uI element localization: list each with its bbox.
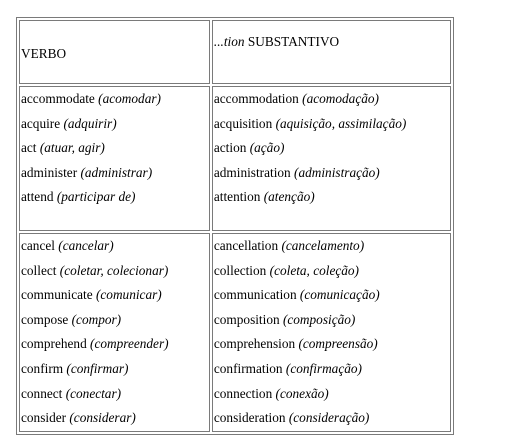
header-verb-cell — [19, 20, 210, 84]
verb-word: cancel — [21, 238, 55, 253]
verb-translation: (comunicar) — [95, 287, 162, 303]
verb-word: collect — [21, 262, 57, 278]
header-noun-rest: SUBSTANTIVO — [244, 34, 340, 49]
noun-translation: (confirmação) — [285, 360, 362, 376]
verb-translation: (adquirir) — [63, 115, 117, 131]
verb-translation: (atuar, agir) — [39, 140, 105, 156]
verb-word: acquire — [21, 115, 61, 131]
verb-translation: (administrar) — [80, 164, 153, 180]
verb-translation: (acomodar) — [98, 91, 161, 106]
noun-group-cell — [212, 233, 451, 432]
noun-word: confirmation — [213, 360, 283, 376]
noun-translation: (comunicação) — [299, 287, 380, 303]
verb-translation: (compreender) — [90, 336, 169, 352]
verb-word: comprehend — [21, 336, 87, 352]
header-noun-cell — [212, 20, 451, 84]
verb-translation: (cancelar) — [58, 238, 114, 253]
verb-translation: (compor) — [71, 311, 122, 327]
noun-entry — [214, 357, 449, 382]
verb-entry — [21, 185, 208, 210]
verb-entry — [21, 136, 208, 161]
noun-entry — [214, 382, 449, 407]
noun-translation: (administração) — [294, 164, 380, 180]
noun-entry — [214, 406, 449, 431]
noun-translation: (consideração) — [288, 410, 370, 426]
verb-entry — [21, 112, 208, 137]
noun-word: connection — [213, 385, 273, 401]
verb-word: act — [21, 140, 37, 156]
verb-entry — [21, 308, 208, 333]
noun-entry — [214, 87, 449, 112]
group-row — [19, 86, 451, 231]
noun-translation: (atenção) — [263, 189, 315, 205]
noun-translation: (ação) — [249, 140, 285, 156]
verb-entry — [21, 87, 208, 112]
verb-entry — [21, 332, 208, 357]
noun-entry — [214, 136, 449, 161]
noun-entry — [214, 308, 449, 333]
noun-entry — [214, 283, 449, 308]
verb-group-cell — [19, 86, 210, 231]
verb-entry — [21, 406, 208, 431]
verb-noun-table — [16, 17, 454, 435]
verb-word: compose — [21, 311, 69, 327]
noun-word: cancellation — [213, 238, 279, 253]
noun-translation: (aquisição, assimilação) — [275, 115, 407, 131]
header-noun-label — [214, 21, 449, 50]
noun-entry — [214, 332, 449, 357]
verb-entry — [21, 382, 208, 407]
noun-word: comprehension — [213, 336, 296, 352]
verb-word: accommodate — [21, 91, 95, 106]
group-row — [19, 233, 451, 432]
noun-word: administration — [213, 164, 291, 180]
verb-translation: (confirmar) — [66, 360, 129, 376]
verb-translation: (coletar, colecionar) — [59, 262, 169, 278]
noun-translation: (coleta, coleção) — [269, 262, 359, 278]
verb-word: communicate — [21, 287, 93, 303]
noun-word: attention — [213, 189, 261, 205]
noun-translation: (composição) — [282, 311, 356, 327]
noun-word: composition — [213, 311, 280, 327]
verb-entry — [21, 234, 208, 259]
verb-entry — [21, 259, 208, 284]
noun-word: accommodation — [213, 91, 299, 106]
verb-entry — [21, 357, 208, 382]
verb-word: connect — [21, 385, 63, 401]
noun-translation: (cancelamento) — [281, 238, 365, 253]
verb-group-cell — [19, 233, 210, 432]
verb-word: confirm — [21, 360, 64, 376]
noun-entry — [214, 234, 449, 259]
header-noun-suffix: ...tion — [213, 34, 245, 49]
noun-entry — [214, 112, 449, 137]
noun-word: consideration — [213, 410, 286, 426]
verb-entry — [21, 161, 208, 186]
noun-group-cell — [212, 86, 451, 231]
noun-translation: (compreensão) — [298, 336, 378, 352]
header-row — [19, 20, 451, 84]
noun-word: communication — [213, 287, 297, 303]
noun-entry — [214, 185, 449, 210]
noun-word: collection — [213, 262, 267, 278]
verb-translation: (participar de) — [56, 189, 136, 205]
noun-translation: (acomodação) — [302, 91, 379, 106]
noun-translation: (conexão) — [275, 385, 329, 401]
verb-entry — [21, 283, 208, 308]
noun-entry — [214, 259, 449, 284]
verb-word: consider — [21, 410, 67, 426]
noun-entry — [214, 161, 449, 186]
noun-word: action — [213, 140, 247, 156]
noun-word: acquisition — [213, 115, 273, 131]
verb-translation: (considerar) — [69, 410, 136, 426]
verb-word: administer — [21, 164, 78, 180]
verb-word: attend — [21, 189, 54, 205]
verb-translation: (conectar) — [65, 385, 122, 401]
header-verb-label: VERBO — [21, 46, 67, 61]
